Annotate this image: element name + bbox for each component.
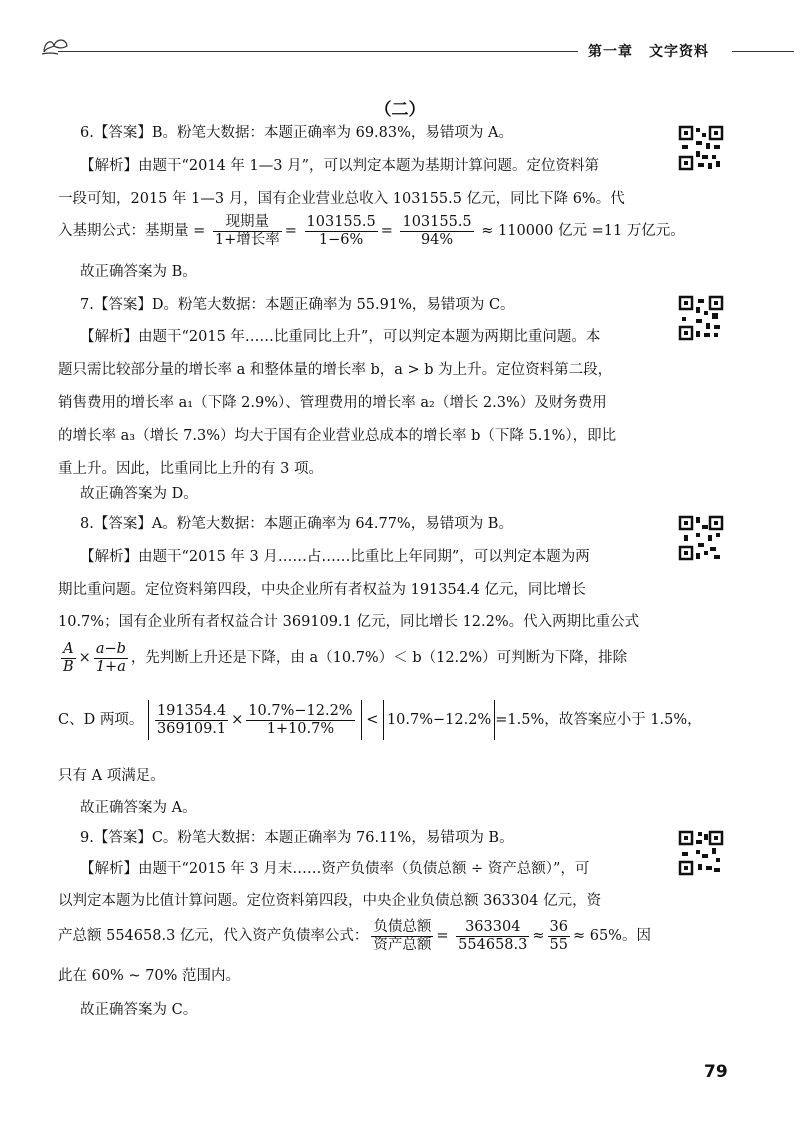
q8-inequality-line [58,700,702,740]
q9-formula-fraction [456,919,529,954]
q7-analysis-line1: 【解析】由题干“2015 年……比重同比上升”，可以判定本题为两期比重问题。本 [80,329,601,345]
q8-inequality-suffix: =1.5%，故答案应小于 1.5%， [495,712,702,728]
q9-formula-fraction [371,919,433,954]
q9-analysis-line1: 【解析】由题干“2015 年 3 月末……资产负债率（负债总额 ÷ 资产总额）”，可 [80,861,590,877]
q6-formula-suffix: ≈ 110000 亿元 =11 万亿元。 [481,223,685,239]
fraction-denominator: 资产总额 [373,936,432,953]
q6-analysis-line2: 一段可知，2015 年 1—3 月，国有企业营业总收入 103155.5 亿元，同比下降 6%。代 [58,191,625,207]
q9-formula-line: 产总额 554658.3 亿元，代入资产负债率公式： $\frac{\text{负债总额}}{\text{资产总额}}$ = $\frac{363304}{554658.3}$ ≈ $\frac{36}{55}$ ≈ 65%。因 [58,918,651,953]
section-title: （二） [374,100,426,120]
leaf-logo-icon [40,34,70,56]
q7-conclusion: 故正确答案为 D。 [80,486,198,502]
fraction-numerator: A [61,641,76,659]
qr-code-icon[interactable] [678,830,724,876]
fraction-numerator: a−b [95,640,126,657]
q8-analysis-line3: 10.7%；国有企业所有者权益合计 369109.1 亿元，同比增长 12.2%。代入两期比重公式 [58,614,640,630]
q9-analysis-line2: 以判定本题为比值计算问题。定位资料第四段，中央企业负债总额 363304 亿元，资 [58,893,602,909]
fraction-numerator: 现期量 [213,214,282,232]
q8-conclusion: 故正确答案为 A。 [80,800,197,816]
qr-code-icon[interactable] [678,295,724,341]
fraction-numerator: 363304 [456,919,529,937]
fraction [246,703,354,738]
q6-conclusion: 故正确答案为 B。 [80,264,197,280]
q7-analysis-line4: 的增长率 a₃（增长 7.3%）均大于国有企业营业总成本的增长率 b（下降 5.1%），即比 [58,428,617,444]
q6-formula-fraction [213,214,282,249]
q8-formula-fraction [61,641,76,676]
q6-formula-fraction [305,214,378,249]
q7-analysis-line3: 销售费用的增长率 a₁（下降 2.9%）、管理费用的增长率 a₂（增长 2.3%）及财务费用 [58,395,607,411]
less-than-sign: < [366,712,379,728]
fraction-denominator: 94% [420,231,454,248]
q7-analysis-line5: 重上升。因此，比重同比上升的有 3 项。 [58,461,323,477]
q8-formula-line: $\frac{A}{B}$ × $\frac{a-b}{1+a}$ ，先判断上升还是下降，由 a（10.7%）＜ b（12.2%）可判断为下降，排除 [63,640,628,675]
q9-formula-prefix: 产总额 554658.3 亿元，代入资产负债率公式： [58,928,369,944]
chapter-title: 文字资料 [649,44,709,60]
q8-answer: 8.【答案】A。粉笔大数据：本题正确率为 64.77%，易错项为 B。 [80,516,513,532]
fraction-denominator: 1+10.7% [266,720,335,737]
fraction-denominator: 1+a [95,658,126,675]
q7-analysis-line2: 题只需比较部分量的增长率 a 和整体量的增长率 b，a > b 为上升。定位资料第二段， [58,362,613,378]
q9-formula-suffix: ≈ 65%。因 [572,928,651,944]
fraction-numerator: 负债总额 [373,918,432,935]
running-header [588,41,725,61]
header-rule-left [58,51,578,52]
fraction-numerator: 36 [549,918,568,935]
page-number: 79 [704,1062,728,1082]
fraction-denominator: 55 [549,936,568,953]
q9-formula-fraction [548,919,570,954]
fraction-numerator: 10.7%−12.2% [248,702,353,719]
q9-analysis-line4: 此在 60% ~ 70% 范围内。 [58,968,241,984]
qr-code-icon[interactable] [678,125,724,171]
fraction-denominator: 554658.3 [458,936,528,953]
q7-answer: 7.【答案】D。粉笔大数据：本题正确率为 55.91%，易错项为 C。 [80,297,515,313]
q8-analysis-line1: 【解析】由题干“2015 年 3 月……占……比重比上年同期”，可以判定本题为两 [80,549,590,565]
fraction-denominator: B [63,658,74,675]
fraction-denominator: 1−6% [318,231,364,248]
fraction [155,703,228,738]
chapter-label: 第一章 [588,44,633,60]
q6-formula-fraction [400,214,473,249]
q8-analysis-line2: 期比重问题。定位资料第四段，中央企业所有者权益为 191354.4 亿元，同比增长 [58,582,586,598]
fraction-numerator: 103155.5 [402,213,472,230]
q8-formula-suffix: ，先判断上升还是下降，由 a（10.7%）＜ b（12.2%）可判断为下降，排除 [130,650,628,666]
fraction-denominator: 1+增长率 [214,231,280,248]
absolute-value-expression: 10.7%−12.2% [383,700,495,740]
q6-analysis-line1: 【解析】由题干“2014 年 1—3 月”，可以判定本题为基期计算问题。定位资料第 [80,158,600,174]
header-rule-right [732,51,794,52]
fraction-denominator: 369109.1 [156,720,227,737]
q9-conclusion: 故正确答案为 C。 [80,1002,198,1018]
q9-answer: 9.【答案】C。粉笔大数据：本题正确率为 76.11%，易错项为 B。 [80,830,514,846]
q8-analysis-line6: 只有 A 项满足。 [58,768,165,784]
q6-answer: 6.【答案】B。粉笔大数据：本题正确率为 69.83%，易错项为 A。 [80,125,513,141]
fraction-numerator: 103155.5 [306,213,376,230]
q8-inequality-prefix: C、D 两项。 [58,712,144,728]
qr-code-icon[interactable] [678,515,724,561]
absolute-value-expression: $\frac{191354.4}{369109.1}$ × $\frac{10.7\%-12.2\%}{1+10.7\%}$ [148,700,362,740]
q6-formula-line: 入基期公式：基期量 = $\frac{\text{现期量}}{\text{1+增长率}}$ = $\frac{103155.5}{1-6\%}$ = $\frac{103155.5}{94\%}$ ≈ 110000 亿元 =11 万亿元。 [58,213,685,248]
q8-formula-fraction [94,641,128,676]
q6-formula-prefix: 入基期公式：基期量 = [58,223,206,239]
fraction-numerator: 191354.4 [156,702,227,719]
